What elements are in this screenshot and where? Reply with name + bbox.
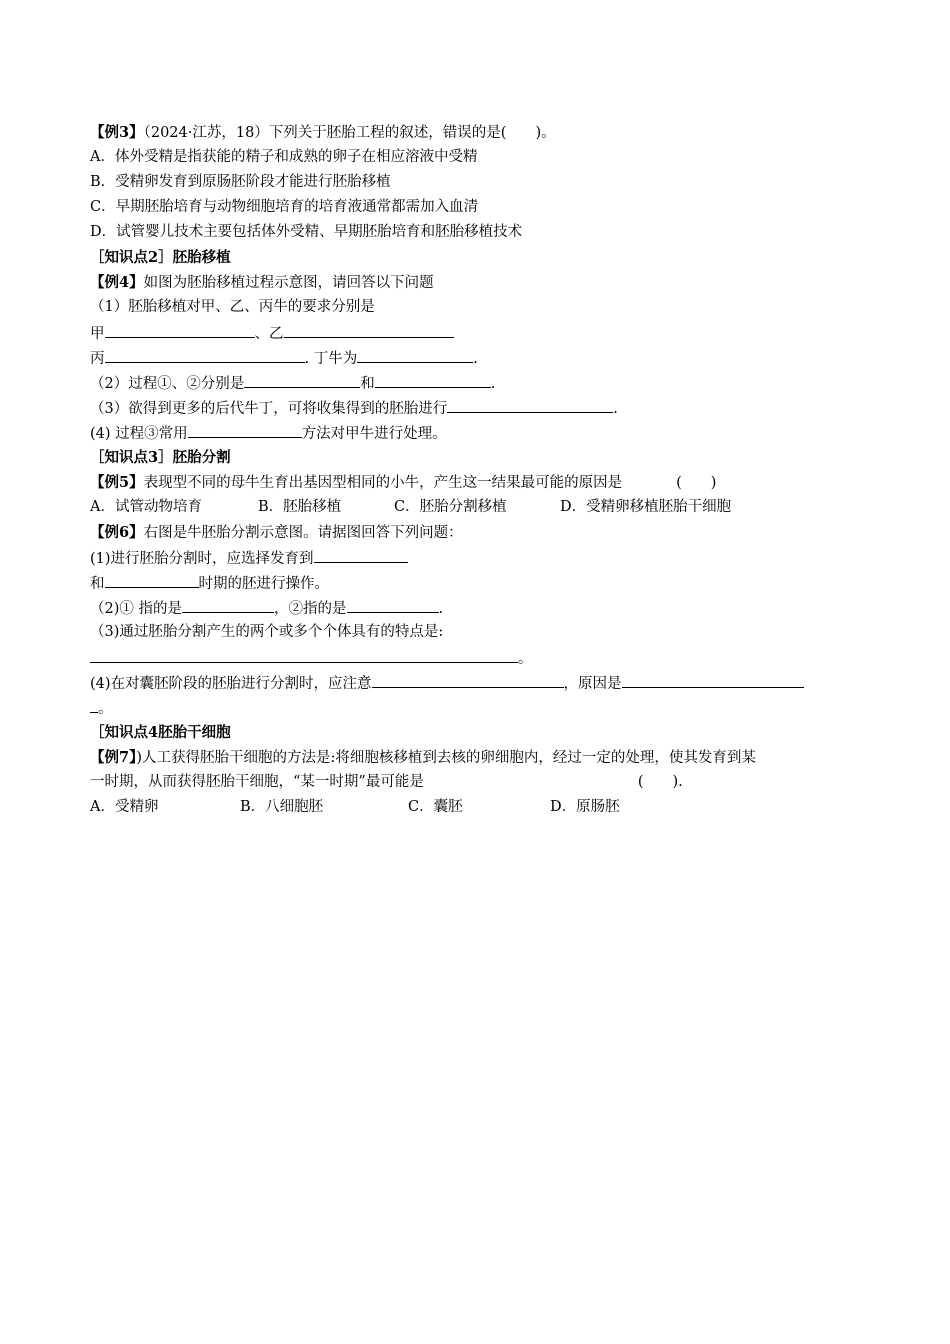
ex4-stem: 如图为胚胎移植过程示意图，请回答以下问题 xyxy=(143,275,434,291)
ex4-q2-blank-2[interactable] xyxy=(375,370,491,388)
ex6-q1-and: 和 xyxy=(90,576,105,592)
ex7-answer-paren[interactable]: ( ). xyxy=(637,774,683,790)
ex6-stem: 右图是牛胚胎分割示意图。请据图回答下列问题： xyxy=(143,525,463,541)
ex4-q1: （1）胚胎移植对甲、乙、丙牛的要求分别是 xyxy=(90,299,375,315)
ex4-q1-bing-ding-line xyxy=(90,345,870,370)
ex3-stem: （2024·江苏，18）下列关于胚胎工程的叙述，错误的是( )。 xyxy=(143,125,556,141)
ex4-q2-and: 和 xyxy=(360,376,375,392)
ex7-option-c: C．囊胚 xyxy=(408,799,463,815)
ex6-q1-text: (1)进行胚胎分割时，应选择发育到 xyxy=(90,551,314,567)
ex4-q3-text: （3）欲得到更多的后代牛丁，可将收集得到的胚胎进行 xyxy=(90,401,448,417)
ex6-stem-line xyxy=(90,520,870,545)
ex6-q2-line xyxy=(90,595,870,620)
ex5-option-d: D．受精卵移植胚胎干细胞 xyxy=(560,499,732,515)
ex4-q4-blank[interactable] xyxy=(188,420,302,438)
ex4-q2-blank-1[interactable] xyxy=(244,370,360,388)
ex3-option-d: D．试管婴儿技术主要包括体外受精、早期胚胎培育和胚胎移植技术 xyxy=(90,224,523,240)
ex5-option-a: A．试管动物培育 xyxy=(90,499,202,515)
ex4-bing-blank[interactable] xyxy=(105,345,305,363)
ex6-q4-text: (4)在对囊胚阶段的胚胎进行分割时，应注意 xyxy=(90,676,372,692)
ex4-q1-jia-yi-line xyxy=(90,320,870,345)
ex6-q4-blank-1[interactable] xyxy=(372,670,564,688)
ex3-option-b: B．受精卵发育到原肠胚阶段才能进行胚胎移植 xyxy=(90,174,391,190)
ex6-q1-line xyxy=(90,545,870,570)
ex4-q3-line xyxy=(90,395,870,420)
ex6-q4-cont-line xyxy=(90,695,870,720)
ex4-q2-end: . xyxy=(490,376,496,392)
ex6-q2-blank-2[interactable] xyxy=(347,595,439,613)
ex6-q3-text: （3)通过胚胎分割产生的两个或多个个体具有的特点是: xyxy=(90,624,444,640)
ex6-q4-blank-2-cont[interactable] xyxy=(90,695,98,713)
ex7-tag: 【例7】 xyxy=(90,749,137,766)
ex4-jia-blank[interactable] xyxy=(105,320,255,338)
ex4-ding-label: . 丁牛为 xyxy=(304,351,358,367)
ex7-stem-2: 一时期，从而获得胚胎干细胞，“某一时期”最可能是 xyxy=(90,774,424,790)
ex4-q3-end: . xyxy=(613,401,618,417)
ex3-option-c: C．早期胚胎培育与动物细胞培育的培育液通常都需加入血清 xyxy=(90,199,479,215)
ex6-q1-cont-line xyxy=(90,570,870,595)
ex3-stem-line xyxy=(90,120,870,145)
ex5-stem-line xyxy=(90,470,870,495)
ex7-stem-1: )人工获得胚胎干细胞的方法是:将细胞核移植到去核的卵细胞内，经过一定的处理，使其发育到某 xyxy=(136,750,756,766)
knowledge-point-3-heading: ［知识点3］胚胎分割 xyxy=(90,449,231,466)
ex6-q1-end: 时期的胚进行操作。 xyxy=(198,576,329,592)
worksheet xyxy=(90,120,870,820)
ex6-q4-line xyxy=(90,670,870,695)
ex6-q2-mid: ，②指的是 xyxy=(274,601,347,617)
knowledge-point-2-heading: ［知识点2］胚胎移植 xyxy=(90,249,231,266)
ex4-ding-blank[interactable] xyxy=(357,345,473,363)
ex5-stem: 表现型不同的母牛生育出基因型相同的小牛，产生这一结果最可能的原因是 xyxy=(143,475,623,491)
ex5-tag: 【例5】 xyxy=(90,474,144,491)
ex4-yi-blank[interactable] xyxy=(284,320,454,338)
ex6-q3-answer-line xyxy=(90,645,870,670)
ex6-q1-blank-1[interactable] xyxy=(314,545,408,563)
ex6-tag: 【例6】 xyxy=(90,524,144,541)
ex6-q2-text: （2)① 指的是 xyxy=(90,601,182,617)
ex6-q4-mid: ，原因是 xyxy=(563,676,622,692)
knowledge-point-4-heading: ［知识点4胚胎干细胞 xyxy=(90,724,231,741)
ex6-q2-end: . xyxy=(438,601,444,617)
ex4-yi-label: 、乙 xyxy=(254,326,284,342)
ex4-q2-text: （2）过程①、②分别是 xyxy=(90,376,245,392)
ex4-q2-line xyxy=(90,370,870,395)
ex4-q4-line xyxy=(90,420,870,445)
ex3-option-a: A．体外受精是指获能的精子和成熟的卵子在相应溶液中受精 xyxy=(90,149,478,165)
ex6-q4-end: 。 xyxy=(98,701,113,717)
ex4-stem-line xyxy=(90,270,870,295)
ex7-option-d: D．原肠胚 xyxy=(550,799,620,815)
ex6-q3-end: 。 xyxy=(518,651,533,667)
ex4-q4-text: (4) 过程③常用 xyxy=(90,426,188,442)
ex6-q2-blank-1[interactable] xyxy=(182,595,274,613)
ex7-options-line xyxy=(90,795,870,820)
ex4-q3-blank[interactable] xyxy=(447,395,613,413)
ex3-tag: 【例3】 xyxy=(90,124,144,141)
ex7-option-b: B．八细胞胚 xyxy=(240,799,324,815)
ex4-q1-end: . xyxy=(473,351,478,367)
ex5-answer-paren[interactable]: ( ) xyxy=(676,475,717,491)
ex6-q4-blank-2[interactable] xyxy=(622,670,804,688)
ex7-stem-line-1 xyxy=(90,745,870,770)
ex5-option-b: B．胚胎移植 xyxy=(258,499,342,515)
ex5-option-c: C．胚胎分割移植 xyxy=(394,499,507,515)
ex4-jia-label: 甲 xyxy=(90,326,105,342)
ex7-stem-line-2 xyxy=(90,770,870,795)
ex4-bing-label: 丙 xyxy=(90,351,105,367)
ex7-option-a: A．受精卵 xyxy=(90,799,159,815)
ex5-options-line xyxy=(90,495,870,520)
ex6-q1-blank-2[interactable] xyxy=(105,570,199,588)
ex4-q4-end: 方法对甲牛进行处理。 xyxy=(301,426,447,442)
ex6-q3-blank[interactable] xyxy=(90,645,518,663)
ex4-tag: 【例4】 xyxy=(90,274,144,291)
